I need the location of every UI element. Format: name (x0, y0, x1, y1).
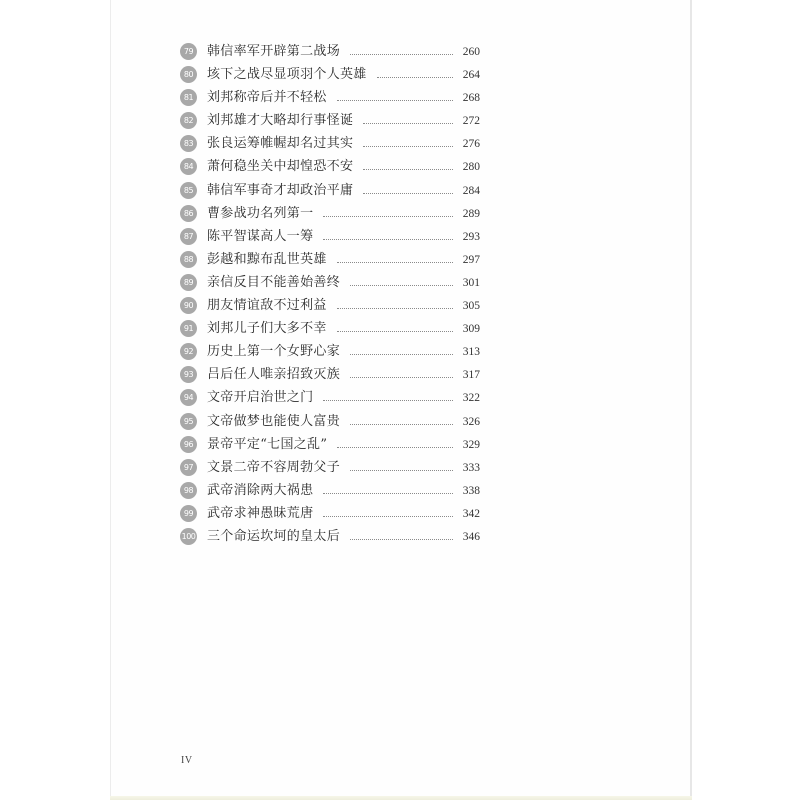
chapter-number-badge: 86 (180, 205, 197, 222)
chapter-number-badge: 96 (180, 436, 197, 453)
toc-entry[interactable] (180, 109, 480, 132)
toc-entry[interactable] (180, 456, 480, 479)
dot-leader (363, 146, 453, 147)
toc-entry[interactable] (180, 410, 480, 433)
page-number: 317 (462, 369, 480, 382)
chapter-number-badge: 85 (180, 182, 197, 199)
chapter-title: 武帝求神愚昧荒唐 (207, 505, 314, 521)
toc-entry[interactable] (180, 225, 480, 248)
table-of-contents (180, 40, 480, 548)
page-number: 322 (462, 392, 480, 405)
dot-leader (323, 216, 453, 217)
toc-entry[interactable] (180, 86, 480, 109)
chapter-title: 刘邦雄才大略却行事怪诞 (207, 113, 354, 129)
toc-entry[interactable] (180, 248, 480, 271)
chapter-title: 垓下之战尽显项羽个人英雄 (207, 67, 367, 83)
page-number: 301 (462, 276, 480, 289)
dot-leader (337, 262, 453, 263)
toc-entry[interactable] (180, 363, 480, 386)
toc-entry[interactable] (180, 63, 480, 86)
page-number: 260 (462, 46, 480, 58)
page-number: 313 (462, 346, 480, 359)
page-number: 309 (462, 323, 480, 336)
dot-leader (323, 493, 453, 494)
toc-entry[interactable] (180, 525, 480, 548)
toc-entry[interactable] (180, 386, 480, 409)
page-number: 280 (462, 161, 480, 174)
chapter-title: 刘邦儿子们大多不幸 (207, 321, 327, 337)
dot-leader (350, 285, 453, 286)
page-number: 268 (462, 92, 480, 105)
chapter-title: 文景二帝不容周勃父子 (207, 459, 341, 475)
chapter-number-badge: 89 (180, 274, 197, 291)
chapter-number-badge: 80 (180, 66, 197, 83)
chapter-number-badge: 100 (180, 528, 197, 545)
page-number: 272 (462, 115, 480, 128)
chapter-title: 亲信反目不能善始善终 (207, 274, 341, 290)
chapter-title: 张良运筹帷幄却名过其实 (207, 136, 354, 152)
chapter-title: 文帝做梦也能使人富贵 (207, 413, 341, 429)
toc-entry[interactable] (180, 294, 480, 317)
page-number: 346 (462, 530, 480, 543)
dot-leader (323, 516, 453, 517)
dot-leader (350, 424, 453, 425)
chapter-title: 陈平智谋高人一筹 (207, 228, 314, 244)
toc-entry[interactable] (180, 433, 480, 456)
toc-entry[interactable] (180, 155, 480, 178)
chapter-title: 三个命运坎坷的皇太后 (207, 528, 341, 544)
dot-leader (323, 239, 453, 240)
page-number: 305 (462, 300, 480, 313)
dot-leader (377, 77, 453, 78)
chapter-number-badge: 79 (180, 43, 197, 60)
chapter-title: 武帝消除两大祸患 (207, 482, 314, 498)
dot-leader (350, 470, 453, 471)
page-folio: IV (181, 755, 193, 766)
page-number: 284 (462, 184, 480, 197)
page-number: 333 (462, 461, 480, 474)
page-number: 293 (462, 230, 480, 243)
chapter-title: 彭越和黥布乱世英雄 (207, 251, 327, 267)
chapter-number-badge: 99 (180, 505, 197, 522)
toc-entry[interactable] (180, 202, 480, 225)
chapter-title: 萧何稳坐关中却惶恐不安 (207, 159, 354, 175)
chapter-number-badge: 91 (180, 320, 197, 337)
dot-leader (337, 100, 453, 101)
chapter-number-badge: 83 (180, 135, 197, 152)
chapter-number-badge: 95 (180, 413, 197, 430)
chapter-number-badge: 94 (180, 389, 197, 406)
chapter-number-badge: 81 (180, 89, 197, 106)
dot-leader (337, 331, 453, 332)
page-number: 342 (462, 507, 480, 520)
chapter-title: 刘邦称帝后并不轻松 (207, 90, 327, 106)
page-number: 329 (462, 438, 480, 451)
chapter-number-badge: 87 (180, 228, 197, 245)
chapter-number-badge: 98 (180, 482, 197, 499)
page-number: 264 (462, 69, 480, 82)
chapter-title: 吕后任人唯亲招致灭族 (207, 367, 341, 383)
chapter-number-badge: 90 (180, 297, 197, 314)
page-number: 297 (462, 253, 480, 266)
dot-leader (363, 123, 453, 124)
dot-leader (350, 54, 453, 55)
chapter-number-badge: 93 (180, 366, 197, 383)
dot-leader (350, 354, 453, 355)
chapter-number-badge: 84 (180, 158, 197, 175)
page-number: 326 (462, 415, 480, 428)
dot-leader (323, 400, 453, 401)
chapter-number-badge: 97 (180, 459, 197, 476)
toc-entry[interactable] (180, 132, 480, 155)
toc-entry[interactable] (180, 317, 480, 340)
toc-entry[interactable] (180, 479, 480, 502)
page-edge (110, 796, 692, 800)
chapter-number-badge: 92 (180, 343, 197, 360)
chapter-number-badge: 82 (180, 112, 197, 129)
chapter-title: 韩信军事奇才却政治平庸 (207, 182, 354, 198)
toc-entry[interactable] (180, 271, 480, 294)
chapter-title: 历史上第一个女野心家 (207, 344, 341, 360)
toc-entry[interactable] (180, 179, 480, 202)
dot-leader (350, 377, 453, 378)
toc-entry[interactable] (180, 340, 480, 363)
page-number: 276 (462, 138, 480, 151)
dot-leader (337, 447, 453, 448)
chapter-title: 文帝开启治世之门 (207, 390, 314, 406)
chapter-title: 景帝平定“七国之乱” (207, 436, 328, 452)
chapter-title: 朋友情谊敌不过利益 (207, 298, 327, 314)
page-number: 338 (462, 484, 480, 497)
dot-leader (363, 193, 453, 194)
toc-entry[interactable] (180, 40, 480, 63)
toc-entry[interactable] (180, 502, 480, 525)
chapter-number-badge: 88 (180, 251, 197, 268)
chapter-title: 曹参战功名列第一 (207, 205, 314, 221)
page-number: 289 (462, 207, 480, 220)
dot-leader (337, 308, 453, 309)
dot-leader (363, 169, 453, 170)
dot-leader (350, 539, 453, 540)
chapter-title: 韩信率军开辟第二战场 (207, 44, 341, 59)
